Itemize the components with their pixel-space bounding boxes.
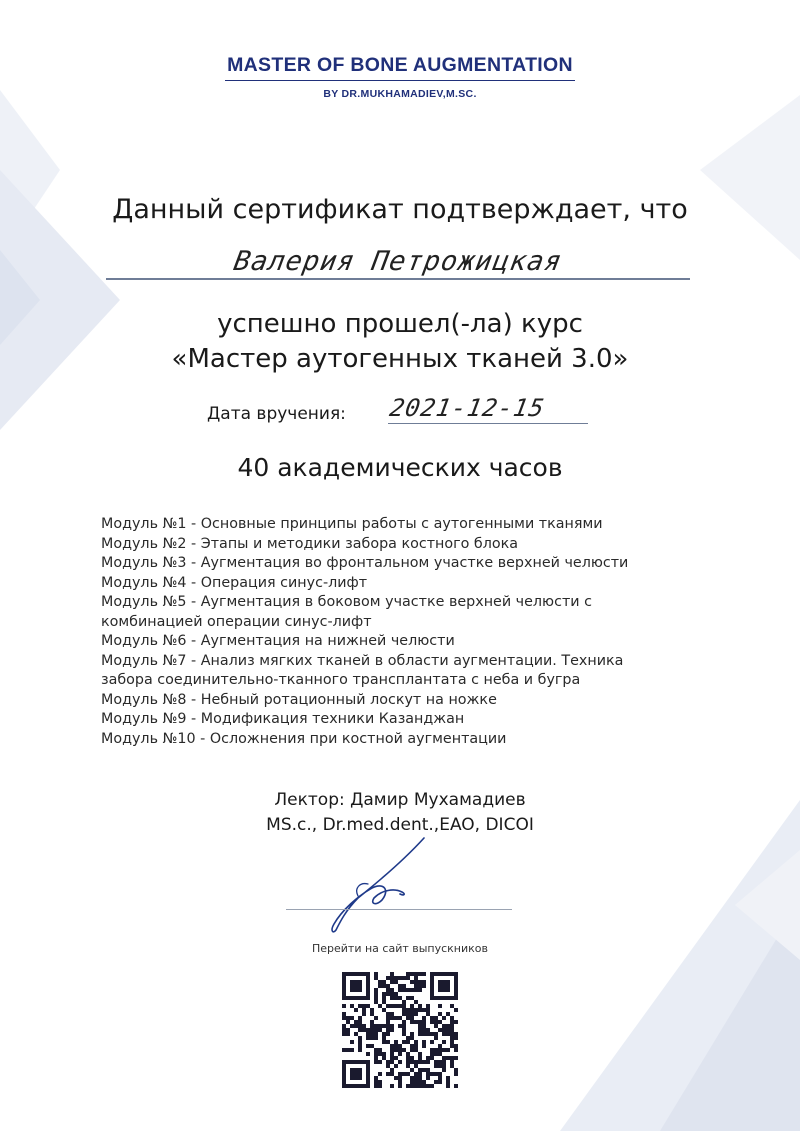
module-line: Модуль №6 - Аугментация на нижней челюсти [101,633,455,649]
module-list [101,515,701,749]
module-line: забора соединительно-тканного трансплантата с неба и бугра [101,672,581,688]
module-line: Модуль №4 - Операция синус-лифт [101,574,368,591]
recipient-underline [106,278,690,280]
lecturer-credentials: MS.c., Dr.med.dent.,EAO, DICOI [266,815,534,835]
date-underline [388,423,588,424]
date-value: 2021-12-15 [387,394,547,422]
module-line: Модуль №3 - Аугментация во фронтальном участке верхней челюсти [101,555,629,571]
course-title: «Мастер аутогенных тканей 3.0» [171,344,629,374]
module-line: Модуль №9 - Модификация техники Казанджан [101,711,465,727]
course-completed-text: успешно прошел(-ла) курс [217,309,583,339]
module-line: Модуль №10 - Осложнения при костной аугментации [101,730,507,747]
date-label: Дата вручения: [207,404,346,424]
module-line: Модуль №5 - Аугментация в боковом участке верхней челюсти с [101,594,592,610]
brand-subtitle: BY DR.MUKHAMADIEV,M.SC. [323,88,477,100]
handwritten-signature [286,830,446,940]
module-line: Модуль №1 - Основные принципы работы с аутогенными тканями [101,516,603,532]
module-line: комбинацией операции синус-лифт [101,613,372,630]
academic-hours: 40 академических часов [237,453,563,482]
qr-code[interactable] [340,970,460,1090]
module-line: Модуль №7 - Анализ мягких тканей в области аугментации. Техника [101,652,624,669]
module-line: Модуль №8 - Небный ротационный лоскут на ножке [101,691,497,708]
lecturer-name: Лектор: Дамир Мухамадиев [274,790,526,810]
qr-caption: Перейти на сайт выпускников [311,942,489,955]
brand-header [0,54,800,100]
recipient-name: Валерия Петрожицкая [231,246,565,277]
brand-title: MASTER OF BONE AUGMENTATION [225,54,575,81]
signature-line [286,909,512,910]
module-line: Модуль №2 - Этапы и методики забора костного блока [101,535,519,552]
confirm-text: Данный сертификат подтверждает, что [112,194,688,225]
